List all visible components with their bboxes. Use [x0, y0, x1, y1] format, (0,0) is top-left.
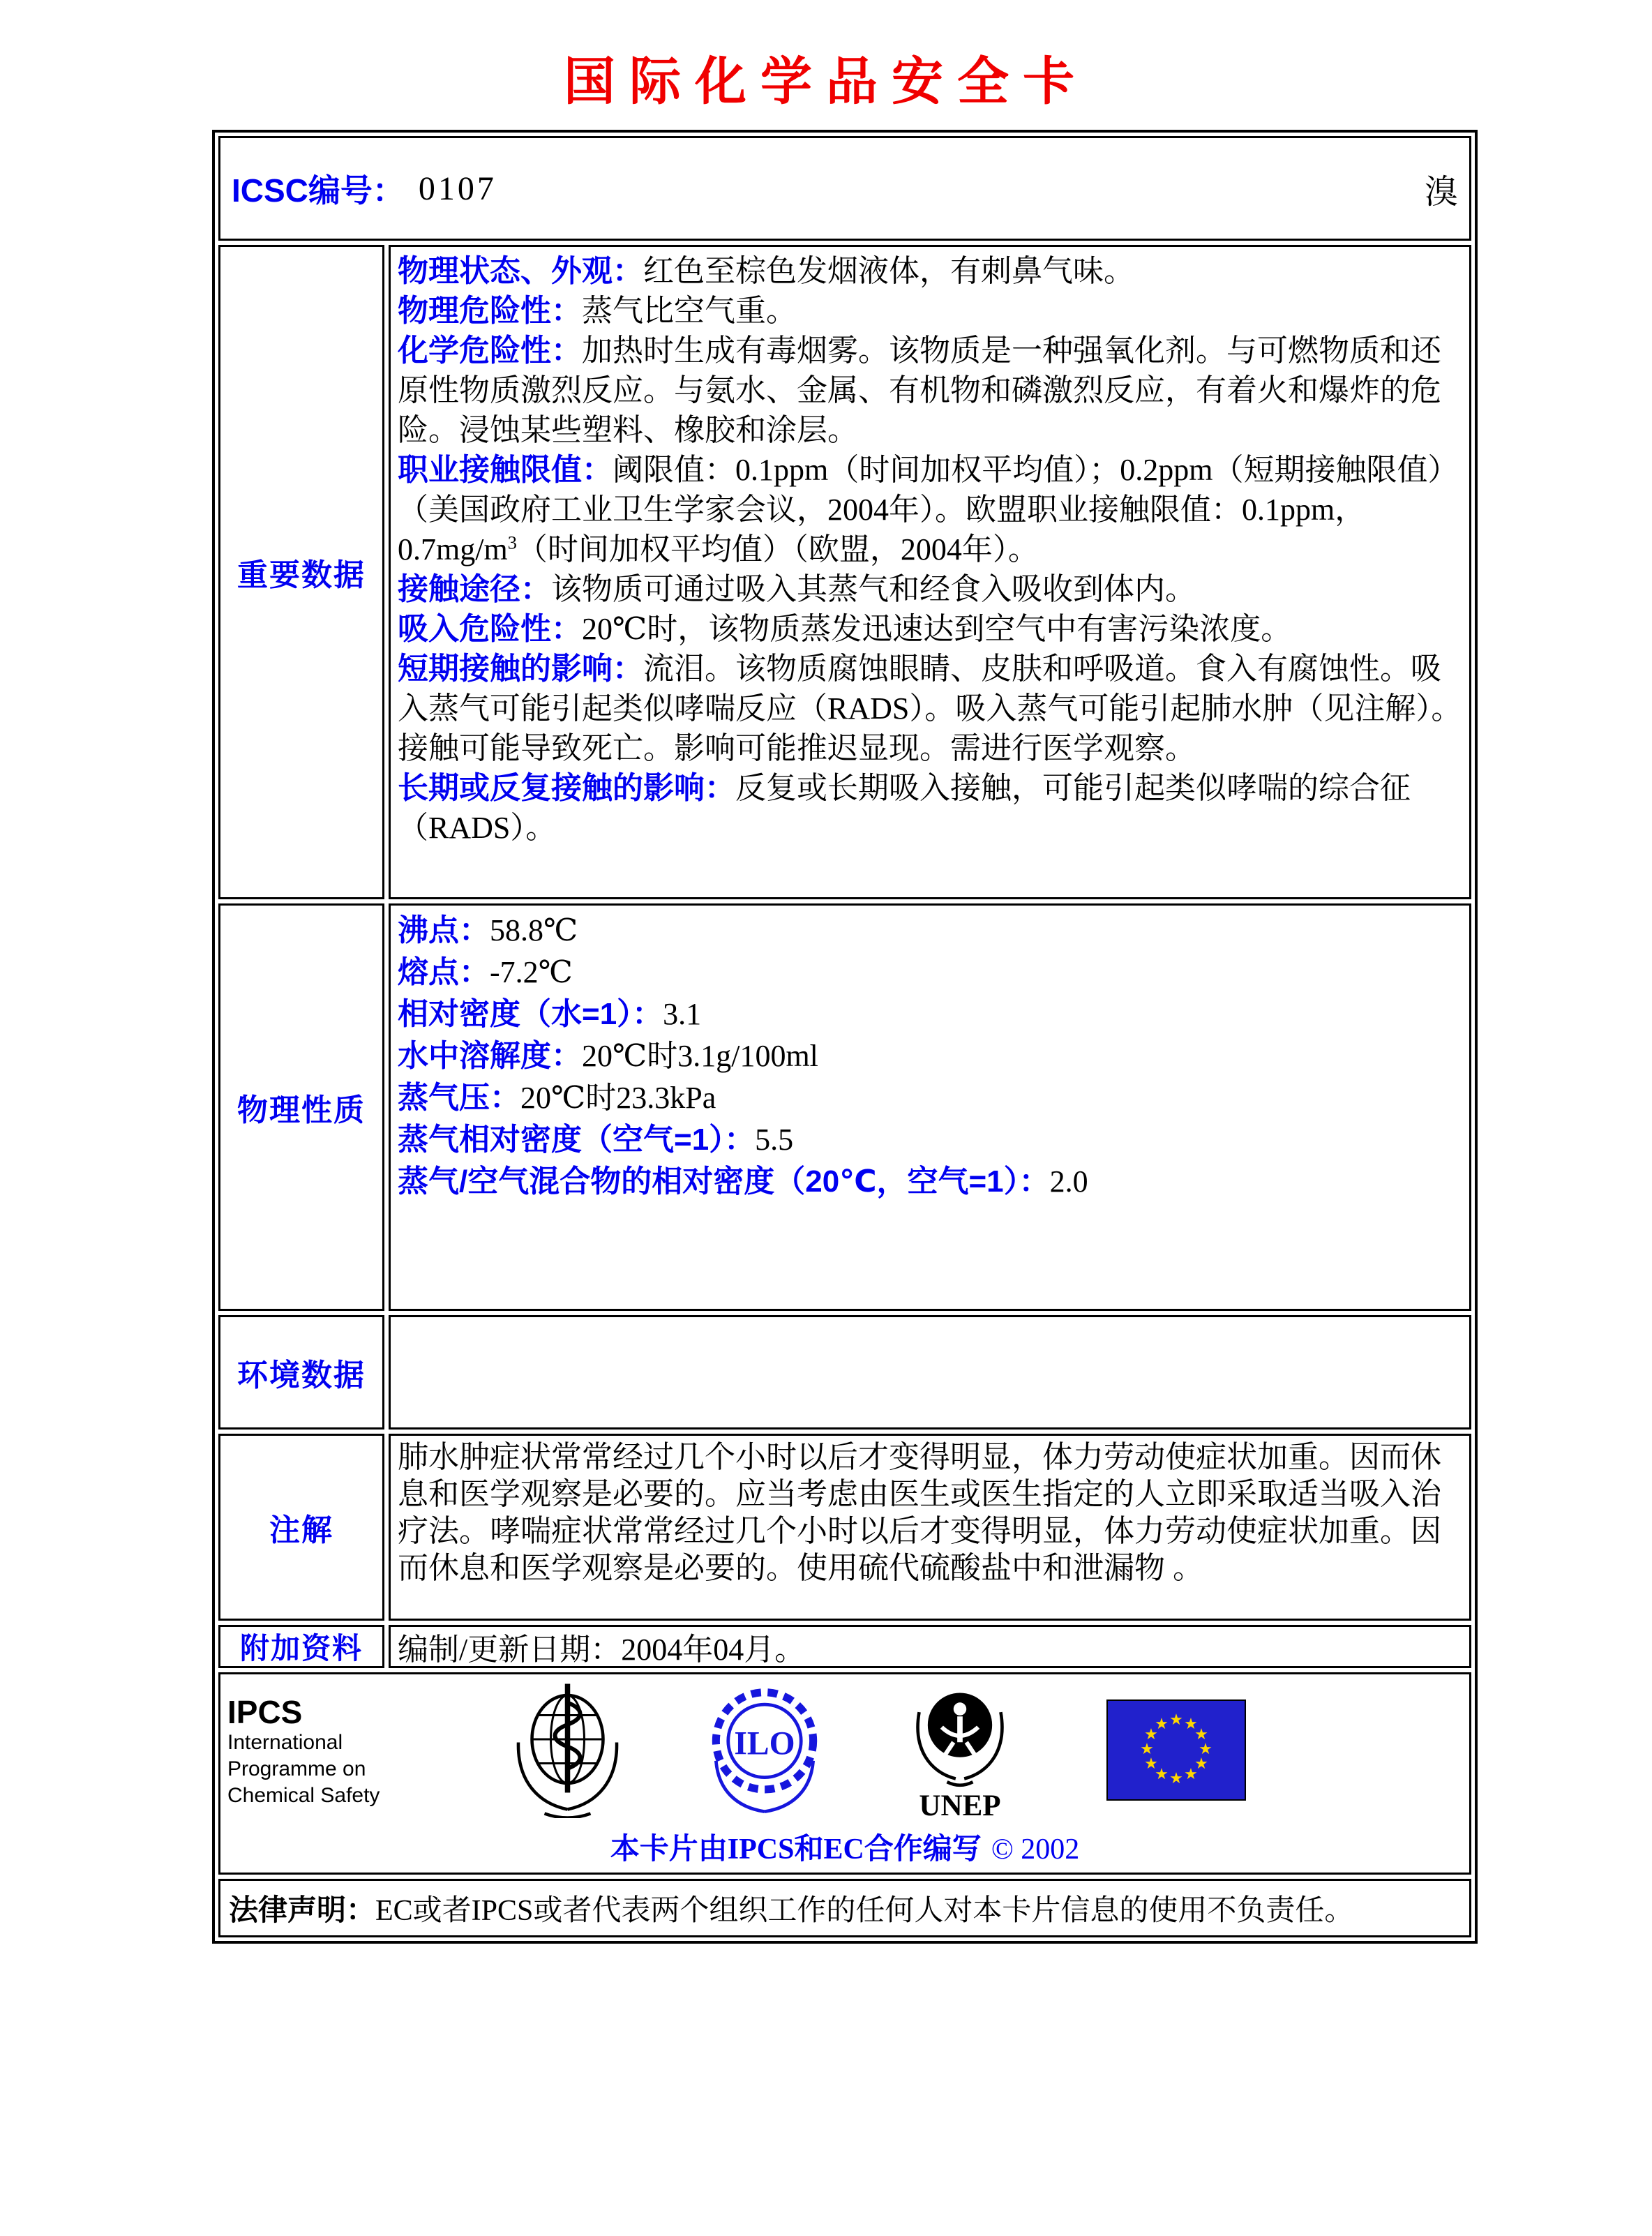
important-item-occupational-limits: [398, 450, 1462, 569]
svg-text:★: ★: [1169, 1769, 1183, 1787]
update-date-value: 2004年04月。: [621, 1633, 806, 1667]
who-logo-icon: [510, 1681, 625, 1822]
field-label: 化学危险性：: [398, 333, 582, 368]
field-value: 20℃时3.1g/100ml: [582, 1039, 818, 1073]
icsc-number-label: ICSC编号：: [232, 172, 405, 209]
unep-logo-icon: [904, 1680, 1016, 1823]
field-value: 5.5: [755, 1123, 794, 1157]
field-label: 职业接触限值：: [398, 453, 613, 487]
svg-text:★: ★: [1155, 1715, 1169, 1733]
notes-row: [218, 1434, 1471, 1621]
legal-text: EC或者IPCS或者代表两个组织工作的任何人对本卡片信息的使用不负责任。: [375, 1895, 1354, 1927]
field-label: 沸点：: [398, 913, 490, 947]
field-value: 58.8℃: [490, 913, 578, 947]
logos-strip: [227, 1680, 1462, 1823]
important-item-short-term-effects: [398, 649, 1462, 768]
field-label: 蒸气压：: [398, 1081, 520, 1115]
field-label: 蒸气/空气混合物的相对密度（20℃，空气=1）：: [398, 1164, 1050, 1199]
ilo-logo-icon: [709, 1683, 820, 1819]
field-label: 物理危险性：: [398, 294, 582, 328]
field-label: 水中溶解度：: [398, 1039, 582, 1073]
icsc-header-cell: [218, 136, 1471, 241]
physical-properties-content: [389, 903, 1471, 1311]
important-data-row: [218, 245, 1471, 899]
svg-text:★: ★: [1194, 1755, 1208, 1773]
field-text: 红色至棕色发烟液体，有刺鼻气味。: [643, 254, 1134, 288]
substance-name: 溴: [1424, 173, 1458, 211]
field-label: 物理状态、外观：: [398, 254, 643, 288]
ipcs-line: Programme on: [227, 1757, 366, 1780]
legal-notice-cell: [218, 1879, 1471, 1937]
logos-cell: [218, 1672, 1471, 1875]
field-text: 阈限值：0.1ppm（时间加权平均值）；0.2ppm（短期接触限值）（美国政府工业卫生学家会议，2004年）。欧盟职业接触限值：0.1ppm，0.7mg/m: [398, 453, 1459, 566]
ipcs-line: Chemical Safety: [227, 1783, 380, 1807]
icsc-card: [212, 130, 1478, 1944]
additional-info-row: [218, 1625, 1471, 1668]
additional-info-content: [389, 1625, 1471, 1668]
caption-copyright: © 2002: [991, 1833, 1080, 1866]
environment-data-row: [218, 1315, 1471, 1430]
physical-item-vapor-pressure: [398, 1077, 1462, 1119]
physical-item-water-solubility: [398, 1035, 1462, 1077]
notes-content: 肺水肿症状常常经过几个小时以后才变得明显，体力劳动使症状加重。因而休息和医学观察是必要的。应当考虑由医生或医生指定的人立即采取适当吸入治疗法。哮喘症状常常经过几个小时以后才变得明显，体力劳动使症状加重。因而休息和医学观察是必要的。使用硫代硫酸盐中和泄漏物 。: [389, 1434, 1471, 1621]
icsc-header-row: [218, 136, 1471, 241]
page-title: 国际化学品安全卡: [564, 52, 1088, 110]
unep-wordmark: UNEP: [919, 1789, 1001, 1819]
field-value: 20℃时23.3kPa: [520, 1081, 716, 1115]
caption-text: 本卡片由IPCS和EC合作编写: [610, 1833, 982, 1866]
field-text: 加热时生成有毒烟雾。该物质是一种强氧化剂。与可燃物质和还原性物质激烈反应。与氨水、金属、有机物和磷激烈反应，有着火和爆炸的危险。浸蚀某些塑料、橡胶和涂层。: [398, 333, 1441, 447]
physical-item-vapor-density: [398, 1119, 1462, 1161]
physical-item-relative-density: [398, 993, 1462, 1035]
important-item-chemical-danger: [398, 331, 1462, 450]
svg-text:★: ★: [1144, 1725, 1158, 1743]
section-label-environment: 环境数据: [218, 1315, 384, 1430]
section-label-additional: 附加资料: [218, 1625, 384, 1668]
field-label: 蒸气相对密度（空气=1）：: [398, 1123, 756, 1157]
field-label: 相对密度（水=1）：: [398, 997, 663, 1031]
ipcs-text-block: [227, 1695, 437, 1809]
icsc-number-value: 0107: [418, 170, 497, 207]
section-label-notes: 注解: [218, 1434, 384, 1621]
physical-item-vapor-air-density: [398, 1161, 1462, 1203]
section-label-important: 重要数据: [218, 245, 384, 899]
field-text: 反复或长期吸入接触，可能引起类似哮喘的综合征（RADS）。: [398, 771, 1411, 845]
section-label-physical: 物理性质: [218, 903, 384, 1311]
legal-label: 法律声明：: [229, 1893, 376, 1926]
field-label: 短期接触的影响：: [398, 652, 643, 686]
field-text: 蒸气比空气重。: [582, 294, 797, 328]
field-label: 接触途径：: [398, 572, 551, 606]
footer-caption: [227, 1826, 1462, 1868]
svg-text:★: ★: [1199, 1740, 1212, 1758]
svg-text:★: ★: [1155, 1765, 1169, 1783]
field-text: 20℃时，该物质蒸发迅速达到空气中有害污染浓度。: [582, 612, 1292, 646]
physical-properties-row: [218, 903, 1471, 1311]
legal-notice-row: [218, 1879, 1471, 1937]
eu-flag-icon: [1106, 1699, 1246, 1804]
svg-text:★: ★: [1140, 1740, 1154, 1758]
important-data-content: [389, 245, 1471, 899]
svg-text:★: ★: [1194, 1725, 1208, 1743]
svg-text:★: ★: [1144, 1755, 1158, 1773]
important-item-physical-danger: [398, 291, 1462, 331]
important-item-exposure-routes: [398, 569, 1462, 609]
svg-text:★: ★: [1184, 1765, 1198, 1783]
logos-row: [218, 1672, 1471, 1875]
update-date-label: 编制/更新日期：: [398, 1633, 622, 1667]
field-value: -7.2℃: [490, 955, 573, 989]
superscript: 3: [507, 532, 517, 553]
important-item-long-term-effects: [398, 768, 1462, 848]
field-text: 流泪。该物质腐蚀眼睛、皮肤和呼吸道。食入有腐蚀性。吸入蒸气可能引起类似哮喘反应（RADS）。吸入蒸气可能引起肺水肿（见注解）。接触可能导致死亡。影响可能推迟显现。需进行医学观察。: [398, 652, 1462, 765]
field-text: （时间加权平均值）（欧盟，2004年）。: [516, 532, 1039, 566]
svg-text:★: ★: [1169, 1711, 1183, 1729]
ilo-wordmark: ILO: [734, 1725, 795, 1762]
field-value: 3.1: [663, 997, 702, 1031]
field-label: 长期或反复接触的影响：: [398, 771, 735, 805]
svg-text:★: ★: [1184, 1715, 1198, 1733]
environment-data-content: [389, 1315, 1471, 1430]
physical-item-boiling-point: [398, 910, 1462, 952]
ipcs-abbr: IPCS: [227, 1693, 303, 1730]
important-item-inhalation-risk: [398, 609, 1462, 649]
field-label: 熔点：: [398, 955, 490, 989]
ipcs-line: International: [227, 1730, 343, 1754]
important-item-physical-state: [398, 251, 1462, 291]
field-value: 2.0: [1049, 1164, 1088, 1199]
field-text: 该物质可通过吸入其蒸气和经食入吸收到体内。: [551, 572, 1196, 606]
field-label: 吸入危险性：: [398, 612, 582, 646]
physical-item-melting-point: [398, 952, 1462, 993]
